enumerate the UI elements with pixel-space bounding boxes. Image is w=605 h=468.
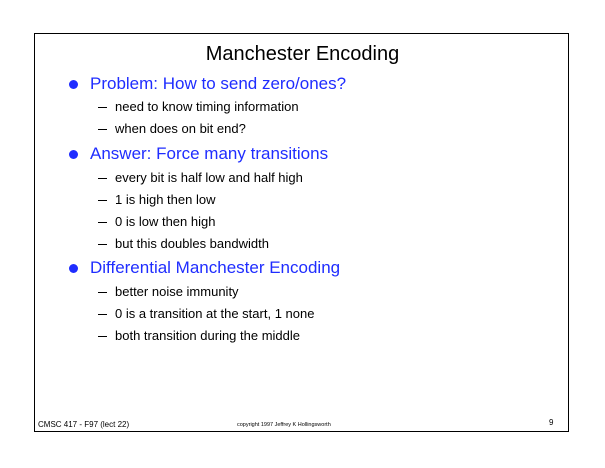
dash-icon — [98, 200, 107, 201]
dash-icon — [98, 178, 107, 179]
bullet-text: Answer: Force many transitions — [90, 144, 329, 163]
sub-item-text: when does on bit end? — [115, 121, 246, 136]
dash-icon — [98, 292, 107, 293]
sub-item — [115, 306, 314, 322]
sub-item-text: 1 is high then low — [115, 192, 216, 207]
sub-item — [115, 236, 269, 252]
sub-item — [115, 121, 246, 137]
sub-item-text: every bit is half low and half high — [115, 170, 303, 185]
bullet-item — [90, 74, 346, 94]
sub-item-text: better noise immunity — [115, 284, 239, 299]
bullet-dot-icon — [69, 264, 78, 273]
dash-icon — [98, 314, 107, 315]
sub-item — [115, 328, 300, 344]
sub-item — [115, 99, 299, 115]
sub-item — [115, 170, 303, 186]
sub-item-text: but this doubles bandwidth — [115, 236, 269, 251]
bullet-text: Problem: How to send zero/ones? — [90, 74, 347, 93]
footer-course: CMSC 417 - F97 (lect 22) — [38, 420, 130, 429]
sub-item — [115, 284, 239, 300]
dash-icon — [98, 222, 107, 223]
page-number: 9 — [549, 418, 554, 427]
sub-item-text: both transition during the middle — [115, 328, 301, 343]
sub-item-text: 0 is low then high — [115, 214, 216, 229]
dash-icon — [98, 336, 107, 337]
bullet-item — [90, 258, 340, 278]
dash-icon — [98, 244, 107, 245]
bullet-text: Differential Manchester Encoding — [90, 258, 341, 277]
sub-item-text: 0 is a transition at the start, 1 none — [115, 306, 315, 321]
sub-item — [115, 192, 215, 208]
dash-icon — [98, 107, 107, 108]
slide-title: Manchester Encoding — [205, 43, 400, 65]
bullet-item — [90, 144, 328, 164]
sub-item-text: need to know timing information — [115, 99, 299, 114]
dash-icon — [98, 129, 107, 130]
bullet-dot-icon — [69, 150, 78, 159]
footer-copyright: copyright 1997 Jeffrey K Hollingsworth — [237, 422, 331, 428]
bullet-dot-icon — [69, 80, 78, 89]
sub-item — [115, 214, 215, 230]
